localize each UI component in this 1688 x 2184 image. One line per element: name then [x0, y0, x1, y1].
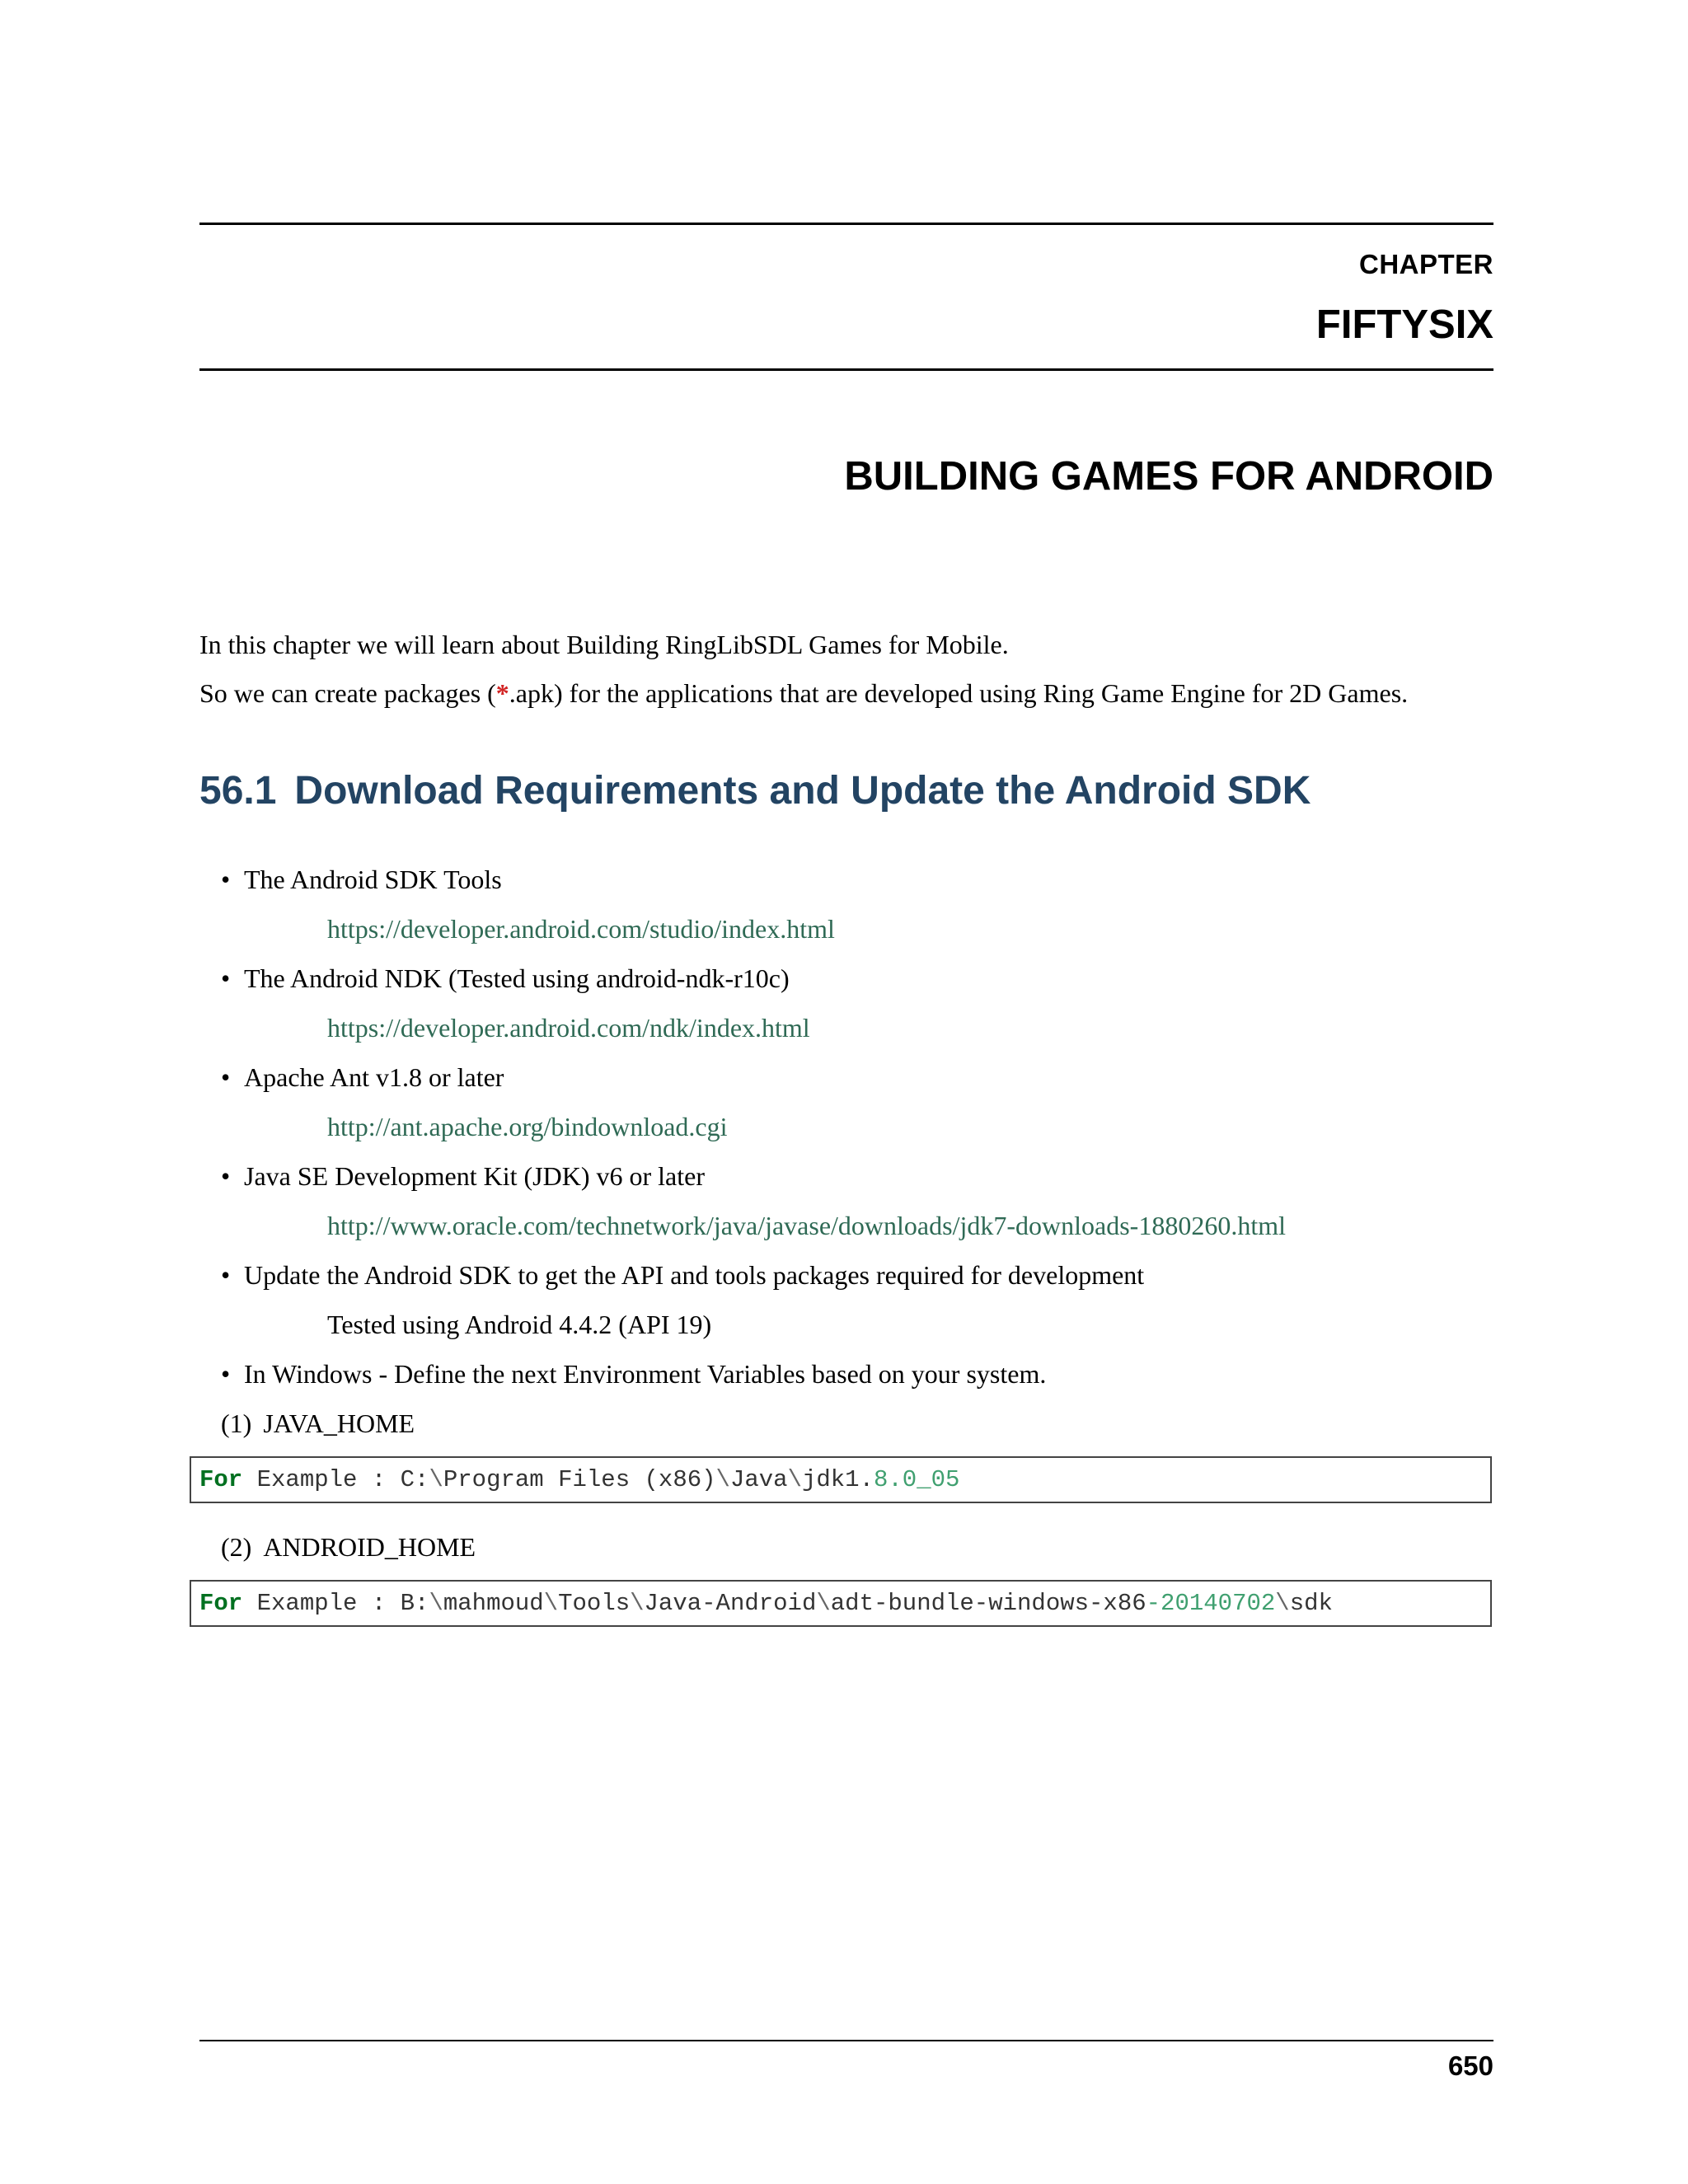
- android-sdk-tools-link[interactable]: https://developer.android.com/studio/index.html: [327, 914, 835, 944]
- code-text: sdk: [1289, 1590, 1333, 1617]
- chapter-top-rule: [199, 223, 1493, 225]
- tested-android-note: Tested using Android 4.4.2 (API 19): [327, 1310, 712, 1339]
- chapter-number: FIFTYSIX: [1315, 302, 1493, 347]
- code-backslash: \: [1275, 1590, 1290, 1617]
- code-backslash: \: [429, 1466, 443, 1493]
- chapter-label: CHAPTER: [1358, 249, 1493, 279]
- intro-paragraph-1: In this chapter we will learn about Building RingLibSDL Games for Mobile.: [199, 630, 1009, 659]
- bullet-icon: •: [221, 1260, 231, 1290]
- code-keyword: For: [199, 1590, 243, 1617]
- bullet-icon: •: [221, 1161, 231, 1191]
- bullet-icon: •: [221, 1359, 231, 1389]
- code-line: [199, 1465, 959, 1495]
- intro-paragraph-2: [199, 677, 1408, 710]
- list-item-text: Java SE Development Kit (JDK) v6 or later: [244, 1161, 705, 1191]
- code-text: Java: [729, 1466, 788, 1493]
- list-item-text: Update the Android SDK to get the API and tools packages required for development: [244, 1260, 1145, 1290]
- code-number: -20140702: [1146, 1590, 1276, 1617]
- code-backslash: \: [543, 1590, 559, 1617]
- list-item: [221, 1357, 1047, 1390]
- section-number: 56.1: [199, 769, 277, 813]
- list-item: [221, 1160, 705, 1193]
- asterisk-highlight: *: [495, 678, 509, 708]
- section-heading: [199, 768, 1311, 813]
- code-text: jdk1.: [801, 1466, 874, 1493]
- page-number: 650: [1447, 2050, 1493, 2081]
- code-text: Java-Android: [644, 1590, 817, 1617]
- code-number: 8.0_05: [873, 1466, 960, 1493]
- code-backslash: \: [787, 1466, 802, 1493]
- code-backslash: \: [630, 1590, 645, 1617]
- section-title: Download Requirements and Update the Android SDK: [294, 769, 1311, 813]
- bullet-icon: •: [221, 865, 231, 894]
- bullet-icon: •: [221, 1062, 231, 1092]
- env-var-item-java-home: [221, 1407, 415, 1440]
- code-text: Example : B:: [242, 1590, 429, 1617]
- env-var-name: JAVA_HOME: [263, 1408, 415, 1438]
- apache-ant-link[interactable]: http://ant.apache.org/bindownload.cgi: [327, 1112, 728, 1141]
- chapter-title: BUILDING GAMES FOR ANDROID: [844, 454, 1493, 499]
- env-var-item-android-home: [221, 1530, 476, 1563]
- list-item-text: In Windows - Define the next Environment Variables based on your system.: [244, 1359, 1047, 1389]
- footer-rule: [199, 2040, 1493, 2041]
- list-item-text: Apache Ant v1.8 or later: [244, 1062, 504, 1092]
- list-item: [221, 962, 790, 995]
- list-item-text: The Android SDK Tools: [244, 865, 502, 894]
- android-ndk-link[interactable]: https://developer.android.com/ndk/index.html: [327, 1013, 810, 1043]
- code-keyword: For: [199, 1466, 243, 1493]
- intro-paragraph-2-end: .apk) for the applications that are developed using Ring Game Engine for 2D Games.: [509, 678, 1409, 708]
- list-item-text: The Android NDK (Tested using android-ndk-r10c): [244, 963, 790, 993]
- code-text: adt-bundle-windows-x86: [830, 1590, 1146, 1617]
- jdk-download-link[interactable]: http://www.oracle.com/technetwork/java/javase/downloads/jdk7-downloads-1880260.html: [327, 1211, 1286, 1240]
- code-backslash: \: [429, 1590, 443, 1617]
- code-text: Tools: [558, 1590, 631, 1617]
- code-text: mahmoud: [443, 1590, 544, 1617]
- code-backslash: \: [816, 1590, 831, 1617]
- code-block-android-home: [190, 1580, 1492, 1627]
- env-var-name: ANDROID_HOME: [263, 1532, 476, 1562]
- list-item: [221, 863, 502, 896]
- list-item: [221, 1061, 504, 1094]
- env-var-number: (2): [221, 1532, 252, 1562]
- code-line: [199, 1589, 1333, 1619]
- chapter-bottom-rule: [199, 368, 1493, 371]
- code-text: Example : C:: [242, 1466, 429, 1493]
- list-item: [221, 1258, 1145, 1291]
- env-var-number: (1): [221, 1408, 252, 1438]
- intro-paragraph-2-start: So we can create packages (: [199, 678, 496, 708]
- code-block-java-home: [190, 1456, 1492, 1503]
- bullet-icon: •: [221, 963, 231, 993]
- code-backslash: \: [715, 1466, 730, 1493]
- code-text: Program Files (x86): [443, 1466, 716, 1493]
